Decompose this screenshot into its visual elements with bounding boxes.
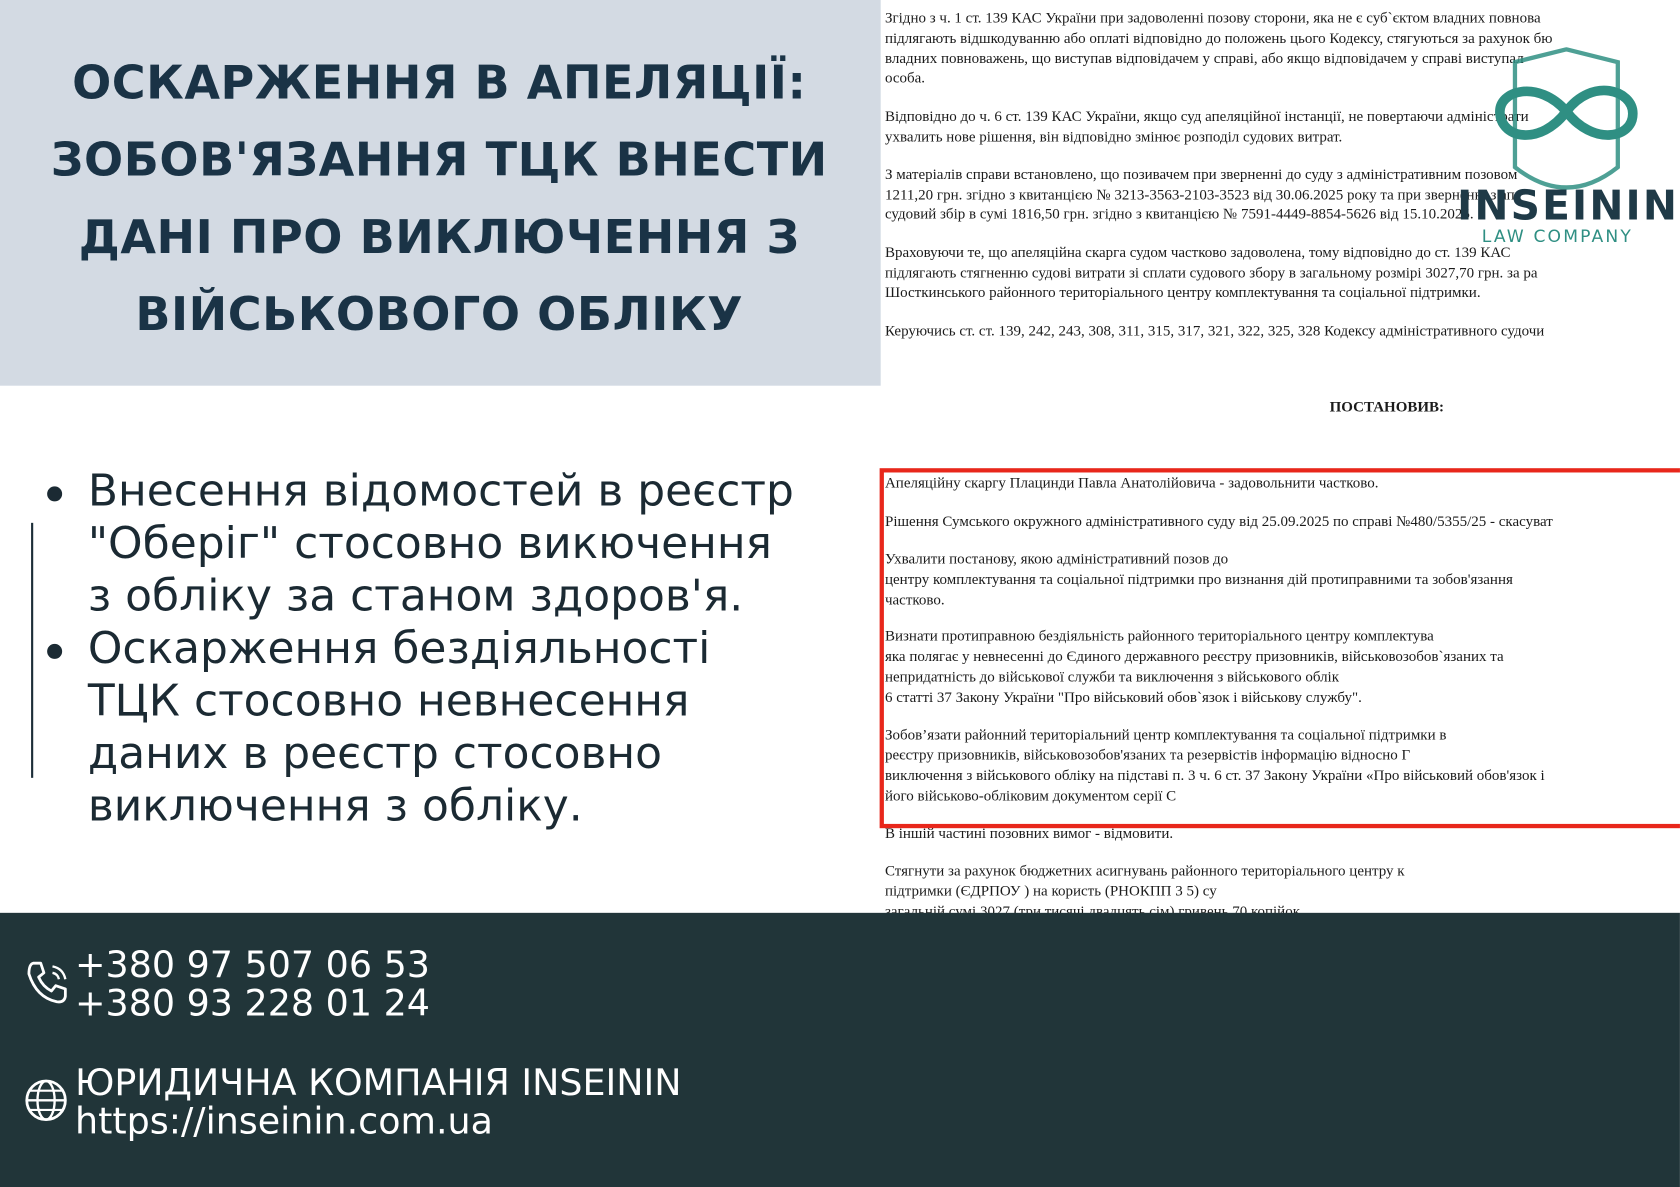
document-line: Зобов’язати районний територіальний центр комплектування та соціальної підтримки в bbox=[884, 727, 1447, 744]
document-line: Відповідно до ч. 6 ст. 139 КАС України, якщо суд апеляційної інстанції, не повертаючи адміністрати bbox=[884, 109, 1529, 126]
document-line: владних повноважень, що виступав відповідачем у справі, або якщо відповідачем у справі виступал bbox=[884, 51, 1524, 68]
bullet-line: "Оберіг" стосовно викючення bbox=[87, 517, 772, 569]
document-line: центру комплектування та соціальної підтримки про визнання дій протиправними та зобов'язання bbox=[884, 572, 1513, 589]
document-line: Визнати протиправною бездіяльність районного територіального центру комплектува bbox=[884, 628, 1434, 645]
logo-wordmark: INSEININ bbox=[1457, 182, 1680, 230]
phone-number-2[interactable]: +380 93 228 01 24 bbox=[74, 982, 430, 1026]
bullet-line: виключення з обліку. bbox=[87, 779, 583, 832]
document-line: підлягають відшкодуванню або оплаті відповідно до положень цього Кодексу, стягуються за рахунок бю bbox=[884, 31, 1553, 48]
bullet-accent-bar bbox=[31, 523, 33, 778]
title-line: ДАНІ ПРО ВИКЛЮЧЕННЯ З bbox=[78, 211, 800, 265]
phone-number-1[interactable]: +380 97 507 06 53 bbox=[74, 943, 430, 987]
document-line: його військово-обліковим документом серії С bbox=[884, 788, 1177, 805]
bullet-item bbox=[47, 622, 861, 832]
page-title bbox=[11, 45, 868, 354]
bullet-line: з обліку за станом здоров'я. bbox=[87, 569, 744, 622]
document-line: З матеріалів справи встановлено, що позивачем при зверненні до суду з адміністративним позовом bbox=[884, 167, 1518, 184]
document-line: В іншій частині позовних вимог - відмовити. bbox=[884, 826, 1174, 843]
document-line: судовий збір в сумі 1816,50 грн. згідно з квитанцією № 7591-4449-8854-5626 від 15.10.2025. bbox=[884, 206, 1474, 223]
document-line: підлягають стягненню судові витрати зі сплати судового збору в загальному розмірі 3027,70 грн. за ра bbox=[884, 265, 1538, 282]
bullet-line: Внесення відомостей в реєстр bbox=[87, 464, 794, 517]
document-line: 1211,20 грн. згідно з квитанцією № 3213-3563-2103-3523 від 30.06.2025 року та при зверненні з апе bbox=[884, 187, 1522, 204]
bullet-line: ТЦК стосовно невнесення bbox=[87, 674, 690, 727]
document-line: 6 статті 37 Закону України "Про військовий обов`язок і військову службу". bbox=[884, 689, 1362, 707]
title-line: ВІЙСЬКОВОГО ОБЛІКУ bbox=[135, 288, 744, 342]
logo-subtitle: LAW COMPANY bbox=[1481, 226, 1633, 247]
document-line: Ухвалити постанову, якою адміністративний позов до bbox=[884, 551, 1229, 568]
document-line: яка полягає у невнесенні до Єдиного державного реєстру призовників, військовозобов`язаних та bbox=[884, 649, 1504, 666]
document-line: непридатність до військової служби та виключення з військового облік bbox=[884, 669, 1340, 686]
document-line: Враховуючи те, що апеляційна скарга судом частково задоволена, тому відповідно до ст. 139 КАС bbox=[884, 245, 1511, 262]
globe-icon bbox=[24, 1078, 69, 1123]
document-line: Керуючись ст. ст. 139, 242, 243, 308, 311, 315, 317, 321, 322, 325, 328 Кодексу адміністративного судочи bbox=[884, 323, 1545, 340]
title-line: ОСКАРЖЕННЯ В АПЕЛЯЦІЇ: bbox=[72, 56, 807, 111]
bullet-item bbox=[47, 465, 861, 622]
document-line: Стягнути за рахунок бюджетних асигнувань районного територіального центру к bbox=[884, 863, 1405, 880]
document-line: Апеляційну скаргу Плацинди Павла Анатолійовича - задовольнити частково. bbox=[884, 475, 1379, 492]
document-line: особа. bbox=[884, 70, 926, 87]
title-panel bbox=[0, 0, 881, 386]
title-line: ЗОБОВ'ЯЗАННЯ ТЦК ВНЕСТИ bbox=[50, 133, 828, 188]
document-line: ухвалить нове рішення, він відповідно змінює розподіл судових витрат. bbox=[884, 129, 1343, 146]
document-line: реєстру призовників, військовозобов'язаних та резервістів інформацію відносно Г bbox=[884, 747, 1411, 764]
document-heading: ПОСТАНОВИВ: bbox=[1329, 399, 1445, 416]
document-line: Рішення Сумського окружного адміністративного суду від 25.09.2025 по справі №480/5355/25 - скасуват bbox=[884, 514, 1553, 531]
company-name: ЮРИДИЧНА КОМПАНІЯ INSEININ bbox=[74, 1061, 682, 1105]
document-line: частково. bbox=[884, 592, 945, 609]
decision-highlight-box bbox=[880, 468, 1680, 828]
bullet-dot-icon bbox=[47, 644, 62, 659]
bullet-dot-icon bbox=[47, 486, 62, 501]
bullet-list bbox=[47, 465, 861, 832]
document-line: виключення з військового обліку на підставі п. 3 ч. 6 ст. 37 Закону України «Про військовий обов'язок і bbox=[884, 768, 1545, 785]
document-line: Шосткинського районного територіального центру комплектування та соціальної підтримки. bbox=[884, 284, 1481, 302]
website-link[interactable]: https://inseinin.com.ua bbox=[74, 1100, 493, 1144]
document-line: підтримки (ЄДРПОУ ) на користь (РНОКПП 3 5) су bbox=[884, 883, 1217, 900]
bullet-line: Оскарження бездіяльності bbox=[87, 622, 711, 674]
phone-icon bbox=[24, 958, 73, 1007]
bullet-line: даних в реєстр стосовно bbox=[87, 727, 662, 779]
document-line: Згідно з ч. 1 ст. 139 КАС України при задоволенні позову сторони, яка не є суб`єктом владних повнова bbox=[884, 10, 1541, 27]
